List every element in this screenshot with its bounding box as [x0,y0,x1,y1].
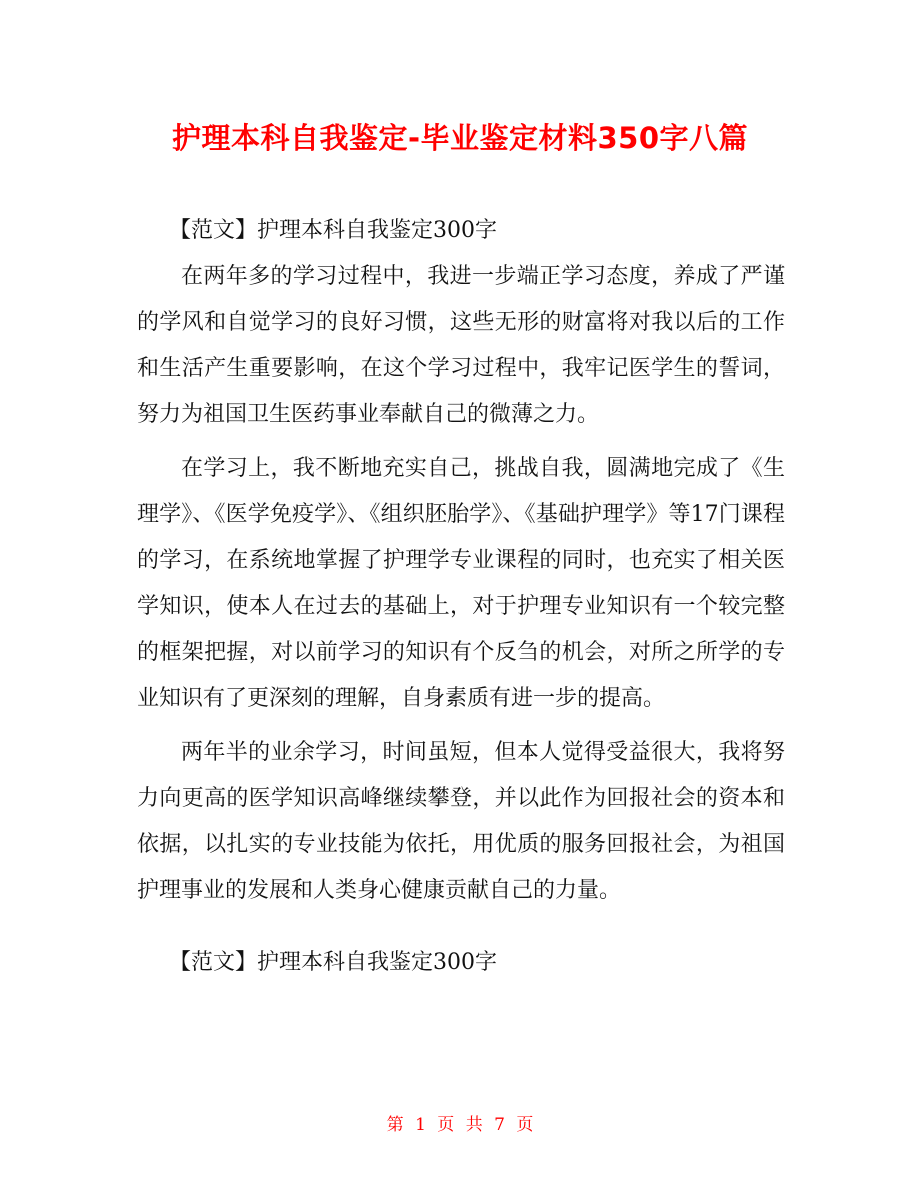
page-number-footer: 第 1 页 共 7 页 [386,1115,534,1135]
document-title: 护理本科自我鉴定-毕业鉴定材料350字八篇 [171,121,749,155]
section-heading: 【范文】护理本科自我鉴定300字 [169,950,497,975]
body-paragraph: 在学习上，我不断地充实自己，挑战自我，圆满地完成了《生理学》、《医学免疫学》、《组织胚胎学》、《基础护理学》等17门课程的学习，在系统地掌握了护理学专业课程的同时，也充实了相关医学知识，使本人在过去的基础上，对于护理专业知识有一个较完整的框架把握，对以前学习的知识有个反刍的机会，对所之所学的专业知识有了更深刻的理解，自身素质有进一步的提高。 [137,456,785,711]
section-heading: 【范文】护理本科自我鉴定300字 [169,218,497,243]
body-paragraph: 在两年多的学习过程中，我进一步端正学习态度，养成了严谨的学风和自觉学习的良好习惯，这些无形的财富将对我以后的工作和生活产生重要影响，在这个学习过程中，我牢记医学生的誓词，努力为祖国卫生医药事业奉献自己的微薄之力。 [137,264,785,427]
body-paragraph: 两年半的业余学习，时间虽短，但本人觉得受益很大，我将努力向更高的医学知识高峰继续攀登，并以此作为回报社会的资本和依据，以扎实的专业技能为依托，用优质的服务回报社会，为祖国护理事业的发展和人类身心健康贡献自己的力量。 [137,740,785,903]
document-body [137,208,785,986]
